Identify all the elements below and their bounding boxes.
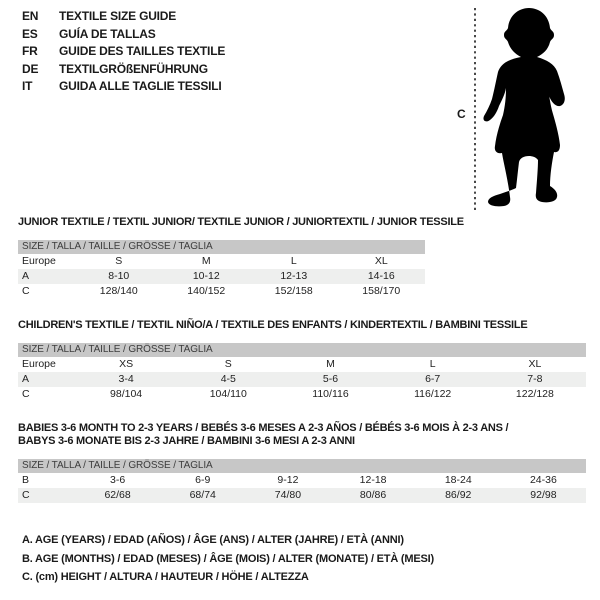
size-table-block [18, 216, 464, 299]
size-value: 158/170 [362, 285, 401, 297]
size-value: 62/68 [104, 489, 131, 501]
row-label: Europe [22, 255, 56, 267]
language-title-list [22, 8, 225, 96]
size-value: 68/74 [189, 489, 216, 501]
table-column-header: SIZE / TALLA / TAILLE / GRÖSSE / TAGLIA [18, 343, 586, 357]
language-row [22, 61, 225, 79]
table-title-line: JUNIOR TEXTILE / TEXTIL JUNIOR/ TEXTILE JUNIOR / JUNIORTEXTIL / JUNIOR TESSILE [18, 216, 464, 228]
language-row [22, 43, 225, 61]
size-value: L [290, 255, 297, 267]
legend-line: B. AGE (MONTHS) / EDAD (MESES) / ÂGE (MOIS) / ALTER (MONATE) / ETÀ (MESI) [22, 552, 434, 565]
size-value: M [326, 358, 335, 370]
row-label: B [22, 474, 30, 486]
language-code: DE [22, 61, 39, 76]
guide-title-es: GUÍA DE TALLAS [59, 26, 156, 41]
size-value: 18-24 [444, 474, 472, 486]
size-value: 12-13 [280, 270, 308, 282]
size-table-block [18, 319, 586, 402]
row-label: A [22, 270, 30, 282]
size-table [18, 343, 586, 402]
language-code: ES [22, 26, 38, 41]
measure-legend [22, 531, 434, 587]
size-value: 74/80 [274, 489, 302, 501]
size-value: 92/98 [530, 489, 557, 501]
size-value: 14-16 [367, 270, 395, 282]
size-value: 98/104 [110, 388, 143, 400]
baby-silhouette-shape [483, 8, 564, 206]
size-value: XS [119, 358, 134, 370]
row-label: C [22, 285, 30, 297]
height-measure-label: C [457, 107, 466, 121]
size-value: 86/92 [445, 489, 472, 501]
size-value: 9-12 [277, 474, 299, 486]
size-value: 7-8 [527, 373, 543, 385]
table-title-line: BABIES 3-6 MONTH TO 2-3 YEARS / BEBÉS 3-6 MESES A 2-3 AÑOS / BÉBÉS 3-6 MOIS À 2-3 ANS / [18, 422, 509, 434]
size-value: 3-4 [118, 373, 134, 385]
table-title-line: BABYS 3-6 MONATE BIS 2-3 JAHRE / BAMBINI 3-6 MESI A 2-3 ANNI [18, 435, 355, 447]
size-value: S [115, 255, 123, 267]
size-value: 6-7 [425, 373, 441, 385]
size-table [18, 459, 586, 503]
size-value: 116/122 [414, 388, 452, 400]
size-value: 104/110 [209, 388, 247, 400]
language-code: EN [22, 9, 39, 23]
guide-title-en: TEXTILE SIZE GUIDE [59, 9, 177, 23]
size-value: XL [374, 255, 388, 267]
size-value: 80/86 [359, 489, 387, 501]
legend-line: A. AGE (YEARS) / EDAD (AÑOS) / ÂGE (ANS) / ALTER (JAHRE) / ETÀ (ANNI) [22, 534, 404, 546]
table-title [18, 422, 586, 448]
language-row [22, 26, 225, 44]
size-value: 3-6 [109, 474, 126, 486]
language-row [22, 78, 225, 96]
size-value: XL [528, 358, 542, 370]
table-row [18, 473, 586, 488]
table-row [18, 357, 586, 372]
size-value: 4-5 [220, 373, 236, 385]
size-value: S [224, 358, 232, 370]
table-title [18, 319, 586, 332]
row-label: C [22, 388, 30, 400]
table-row [18, 254, 425, 269]
row-label: C [22, 489, 30, 501]
guide-title-it: GUIDA ALLE TAGLIE TESSILI [59, 79, 222, 93]
language-code: IT [22, 79, 33, 93]
size-value: 110/116 [312, 388, 349, 400]
size-value: 8-10 [108, 270, 130, 282]
size-value: 10-12 [192, 270, 220, 282]
table-row [18, 269, 425, 284]
table-title-line: CHILDREN'S TEXTILE / TEXTIL NIÑO/A / TEXTILE DES ENFANTS / KINDERTEXTIL / BAMBINI TESSILE [18, 319, 528, 331]
table-title [18, 216, 464, 229]
guide-title-fr: GUIDE DES TAILLES TEXTILE [59, 44, 226, 58]
size-value: 152/158 [274, 285, 313, 297]
size-value: 140/152 [187, 285, 226, 297]
legend-line: C. (cm) HEIGHT / ALTURA / HAUTEUR / HÖHE / ALTEZZA [22, 571, 309, 583]
table-column-header: SIZE / TALLA / TAILLE / GRÖSSE / TAGLIA [18, 240, 425, 254]
size-table [18, 240, 425, 299]
baby-silhouette-icon [450, 0, 598, 214]
size-value: 128/140 [99, 285, 138, 297]
size-value: 122/128 [515, 388, 554, 400]
guide-title-de: TEXTILGRÖßENFÜHRUNG [59, 61, 208, 76]
size-value: 6-9 [195, 474, 211, 486]
size-value: 12-18 [359, 474, 387, 486]
size-value: M [201, 255, 211, 267]
size-table-block [18, 422, 586, 503]
language-row [22, 8, 225, 26]
table-row [18, 488, 586, 503]
table-column-header: SIZE / TALLA / TAILLE / GRÖSSE / TAGLIA [18, 459, 586, 473]
size-value: 5-6 [322, 373, 339, 385]
table-row [18, 387, 586, 402]
size-value: L [429, 358, 436, 370]
table-row [18, 284, 425, 299]
table-row [18, 372, 586, 387]
language-code: FR [22, 44, 38, 58]
row-label: Europe [22, 358, 56, 370]
row-label: A [22, 373, 30, 385]
size-value: 24-36 [529, 474, 557, 486]
